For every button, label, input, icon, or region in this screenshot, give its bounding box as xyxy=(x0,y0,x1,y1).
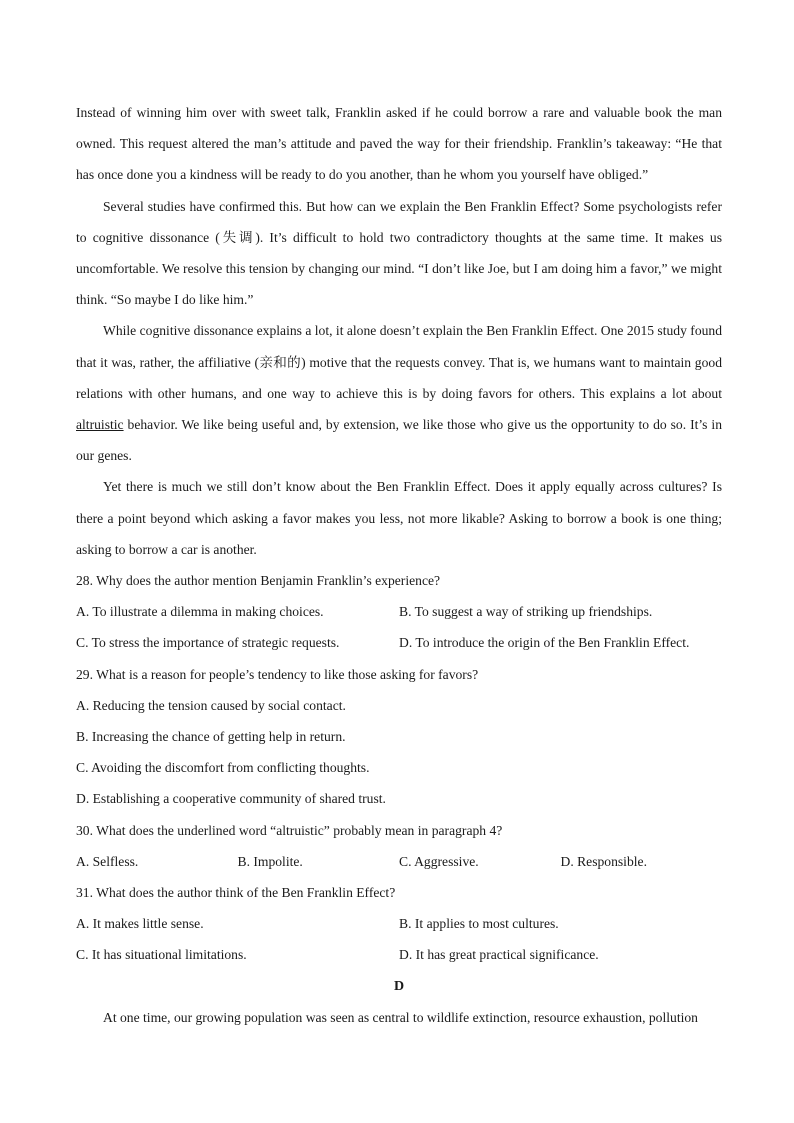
question-28-options-row-2 xyxy=(76,627,722,658)
question-31-option-b: B. It applies to most cultures. xyxy=(399,916,559,932)
question-29-option-row-c xyxy=(76,752,722,783)
question-28-stem: 28. Why does the author mention Benjamin Franklin’s experience? xyxy=(76,573,441,589)
passage-paragraph-4: Yet there is much we still don’t know about the Ben Franklin Effect. Does it apply equally across cultures? Is there a point beyond which asking a favor makes you less, not more likable? Asking to borrow a book is one thing; asking to borrow a car is another. xyxy=(76,479,722,557)
question-31-option-d: D. It has great practical significance. xyxy=(399,947,599,963)
passage-paragraph-3 xyxy=(76,315,722,471)
question-29-option-d: D. Establishing a cooperative community of shared trust. xyxy=(76,791,386,807)
question-31-option-a: A. It makes little sense. xyxy=(76,916,204,932)
paragraph-3-text-before: While cognitive dissonance explains a lot, it alone doesn’t explain the Ben Franklin Effect. One 2015 study found that it was, rather, the affiliative (亲和的) motive that the requests convey. That is, we humans want to maintain good relations with other humans, and one way to achieve this is by doing favors for others. This explains a lot about xyxy=(76,323,723,401)
question-31-options-row-2 xyxy=(76,939,722,970)
question-28-option-c: C. To stress the importance of strategic requests. xyxy=(76,635,340,651)
question-30-option-c: C. Aggressive. xyxy=(399,853,479,869)
exam-page xyxy=(76,97,722,1033)
passage-paragraph-1: Instead of winning him over with sweet talk, Franklin asked if he could borrow a rare and valuable book the man owned. This request altered the man’s attitude and paved the way for their friendship. Franklin’s takeaway: “He that has once done you a kindness will be ready to do you another, than he whom you yourself have obliged.” xyxy=(76,105,722,183)
section-heading-d: D xyxy=(393,978,405,994)
question-28-options-row-1 xyxy=(76,596,722,627)
question-29-option-row-a xyxy=(76,690,722,721)
question-29-stem: 29. What is a reason for people’s tendency to like those asking for favors? xyxy=(76,666,479,682)
question-29-option-c: C. Avoiding the discomfort from conflicting thoughts. xyxy=(76,760,370,776)
question-30-stem: 30. What does the underlined word “altruistic” probably mean in paragraph 4? xyxy=(76,822,503,838)
question-28-option-d: D. To introduce the origin of the Ben Franklin Effect. xyxy=(399,635,690,651)
question-29-option-row-d xyxy=(76,783,722,814)
question-31-option-c: C. It has situational limitations. xyxy=(76,947,247,963)
underlined-word-altruistic: altruistic xyxy=(76,417,124,433)
passage-paragraph-2: Several studies have confirmed this. But how can we explain the Ben Franklin Effect? Some psychologists refer to cognitive dissonance (失调). It’s difficult to hold two contradictory thoughts at the same time. It makes us uncomfortable. We resolve this tension by changing our mind. “I don’t like Joe, but I am doing him a favor,” we might think. “So maybe I do like him.” xyxy=(76,198,722,308)
question-28-option-b: B. To suggest a way of striking up friendships. xyxy=(399,604,653,620)
question-31-options-row-1 xyxy=(76,908,722,939)
question-28-option-a: A. To illustrate a dilemma in making choices. xyxy=(76,604,324,620)
question-30-option-d: D. Responsible. xyxy=(560,853,647,869)
question-30-option-a: A. Selfless. xyxy=(76,853,139,869)
question-29-option-a: A. Reducing the tension caused by social contact. xyxy=(76,697,346,713)
paragraph-3-text-after: behavior. We like being useful and, by extension, we like those who give us the opportunity to do so. It’s in our genes. xyxy=(76,417,722,464)
section-d-opening-paragraph: At one time, our growing population was seen as central to wildlife extinction, resource exhaustion, pollution xyxy=(103,1009,698,1025)
question-30-options-row xyxy=(76,846,722,877)
question-31-stem: 31. What does the author think of the Ben Franklin Effect? xyxy=(76,885,396,901)
question-30-option-b: B. Impolite. xyxy=(237,853,303,869)
question-29-option-row-b xyxy=(76,721,722,752)
question-29-option-b: B. Increasing the chance of getting help in return. xyxy=(76,729,346,745)
